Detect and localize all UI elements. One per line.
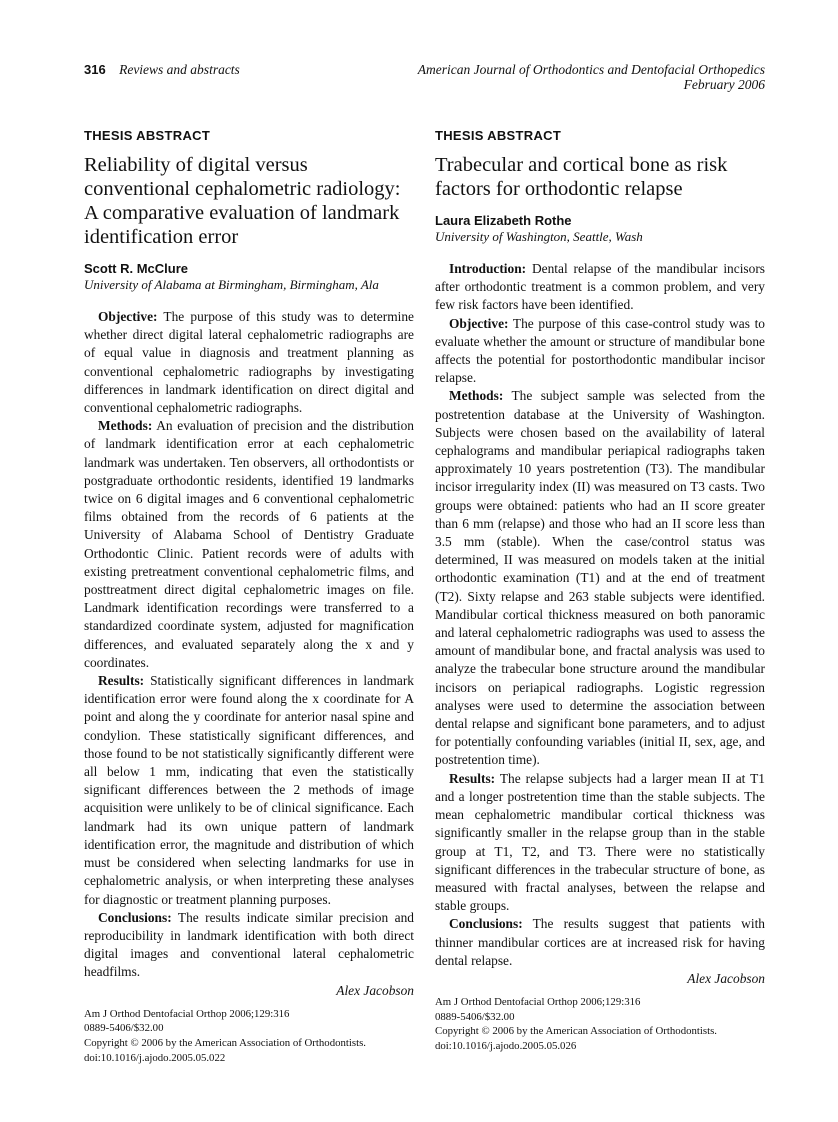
- section-title: Reviews and abstracts: [119, 62, 240, 77]
- paragraph-label: Results:: [449, 770, 496, 786]
- abstract-paragraph: Introduction: Dental relapse of the mandibular incisors after orthodontic treatment is a common problem, and very few risk factors have been identified.: [435, 261, 765, 313]
- citation-line: Copyright © 2006 by the American Association of Orthodontists.: [435, 1025, 717, 1038]
- paragraph-label: Methods:: [449, 388, 504, 404]
- left-article: [84, 128, 414, 1065]
- citation-line: doi:10.1016/j.ajodo.2005.05.026: [435, 1039, 577, 1052]
- paragraph-label: Introduction:: [449, 261, 527, 276]
- paragraph-label: Results:: [98, 673, 145, 689]
- abstract-paragraph: Objective: The purpose of this case-control study was to evaluate whether the amount or structure of mandibular bone affects the potential for postorthodontic mandibular incisor relapse.: [435, 315, 765, 386]
- article-title: Reliability of digital versus conventional cephalometric radiology: A comparative evaluation of landmark identification error: [84, 154, 401, 248]
- abstract-paragraph: Methods: The subject sample was selected from the postretention database at the University of Washington. Subjects were chosen based on the availability of lateral cephalograms and mandibular periapical radiographs taken approximately 10 years postretention (T3). The mandibular incisor irregularity index (II) was measured on T3 casts. Two groups were obtained: patients who had an II score greater than 6 mm (relapse) and those who had an II score less than 3.5 mm (stable). When the case/control status was determined, II was measured on models taken at the initial orthodontic examination (T1) and at the end of treatment (T2). Sixty relapse and 263 stable subjects were identified. Mandibular cortical thickness measured on both panoramic and lateral cephalometric radiographs was used to assess the amount of mandibular bone, and fractal analysis was used to analyze the trabecular bone structure around the mandibular incisors on periapical radiographs. Logistic regression analyses were used to determine the association between dental relapse and significant bone parameters, and to adjust for potentially confounding variables (initial II, sex, age, and postretention time).: [435, 388, 765, 768]
- issue-date: February 2006: [683, 77, 765, 92]
- abstract-body: [84, 308, 414, 982]
- citation-line: Copyright © 2006 by the American Association of Orthodontists.: [84, 1036, 366, 1049]
- citation-line: Am J Orthod Dentofacial Orthop 2006;129:316: [435, 996, 641, 1009]
- article-kicker: THESIS ABSTRACT: [435, 128, 562, 143]
- abstract-paragraph: Conclusions: The results indicate similar precision and reproducibility in landmark identification with both direct digital images and conventional lateral cephalometric headfilms.: [84, 909, 414, 980]
- page-number: 316: [84, 62, 106, 77]
- abstract-paragraph: Conclusions: The results suggest that patients with thinner mandibular cortices are at increased risk for having dental relapse.: [435, 916, 765, 968]
- citation-block: [84, 1007, 414, 1065]
- citation-line: 0889-5406/$32.00: [435, 1010, 515, 1023]
- paragraph-label: Objective:: [98, 309, 158, 324]
- citation-line: doi:10.1016/j.ajodo.2005.05.022: [84, 1051, 226, 1064]
- abstract-body: [435, 260, 765, 970]
- article-title: Trabecular and cortical bone as risk factors for orthodontic relapse: [435, 154, 728, 200]
- paragraph-label: Objective:: [449, 315, 509, 331]
- abstract-paragraph: Results: Statistically significant differences in landmark identification error were found along the x coordinate for A point and along the y coordinate for anterior nasal spine and condylion. These statistically significant differences, and those found to be not statistically significantly different were all below 1 mm, indicating that even the statistically significant differences between the 2 methods of image acquisition were unlikely to be of clinical significance. Each landmark had its own unique pattern of landmark identification error, the magnitude and distribution of which must be considered when selecting landmarks for use in cephalometric analysis, or when interpreting these analyses for diagnostic or treatment planning purposes.: [84, 673, 414, 907]
- running-head-right: [418, 62, 765, 92]
- reviewer-name: Alex Jacobson: [336, 982, 414, 998]
- paragraph-label: Conclusions:: [449, 916, 523, 932]
- abstract-paragraph: Methods: An evaluation of precision and the distribution of landmark identification error at each cephalometric landmark was undertaken. Ten observers, all orthodontists or postgraduate orthodontic residents, identified 19 landmarks twice on 6 digital images and 6 conventional cephalometric films obtained from the records of 6 patients at the University of Alabama School of Dentistry Graduate Orthodontic Clinic. Patient records were of adults with existing pretreatment conventional cephalometric films, and posttreatment direct digital cephalometric images on file. Landmark identification recordings were transferred to a standardized coordinate system, adjusted for magnification differences, and evaluated separately along the x and y coordinates.: [84, 418, 414, 670]
- article-kicker: THESIS ABSTRACT: [84, 128, 211, 143]
- citation-line: Am J Orthod Dentofacial Orthop 2006;129:316: [84, 1007, 290, 1020]
- article-author: Scott R. McClure: [84, 261, 189, 276]
- paragraph-label: Methods:: [98, 418, 153, 434]
- abstract-paragraph: Results: The relapse subjects had a larger mean II at T1 and a longer postretention time than the stable subjects. The mean cephalometric mandibular cortical thickness was significantly smaller in the relapse group than in the stable group at T1, T2, and T3. There were no statistically significant differences in the trabecular structure of bone, as measured with fractal analyses, between the relapse and stable groups.: [435, 770, 765, 914]
- article-affiliation: University of Alabama at Birmingham, Birmingham, Ala: [84, 277, 379, 292]
- article-affiliation: University of Washington, Seattle, Wash: [435, 229, 643, 244]
- journal-name: American Journal of Orthodontics and Dentofacial Orthopedics: [417, 62, 765, 77]
- two-column-layout: [84, 128, 765, 1065]
- running-head: [84, 62, 765, 92]
- citation-line: 0889-5406/$32.00: [84, 1022, 164, 1035]
- citation-block: [435, 995, 765, 1053]
- right-article: [435, 128, 765, 1065]
- abstract-paragraph: Objective: The purpose of this study was to determine whether direct digital lateral cephalometric radiographs are of equal value in diagnosis and treatment planning as conventional cephalometric radiographs by investigating differences in landmark identification on direct digital and conventional cephalometric radiographs.: [84, 309, 414, 416]
- paragraph-label: Conclusions:: [98, 909, 172, 925]
- running-head-left: [84, 62, 240, 77]
- reviewer-name: Alex Jacobson: [687, 970, 765, 986]
- article-author: Laura Elizabeth Rothe: [435, 213, 572, 228]
